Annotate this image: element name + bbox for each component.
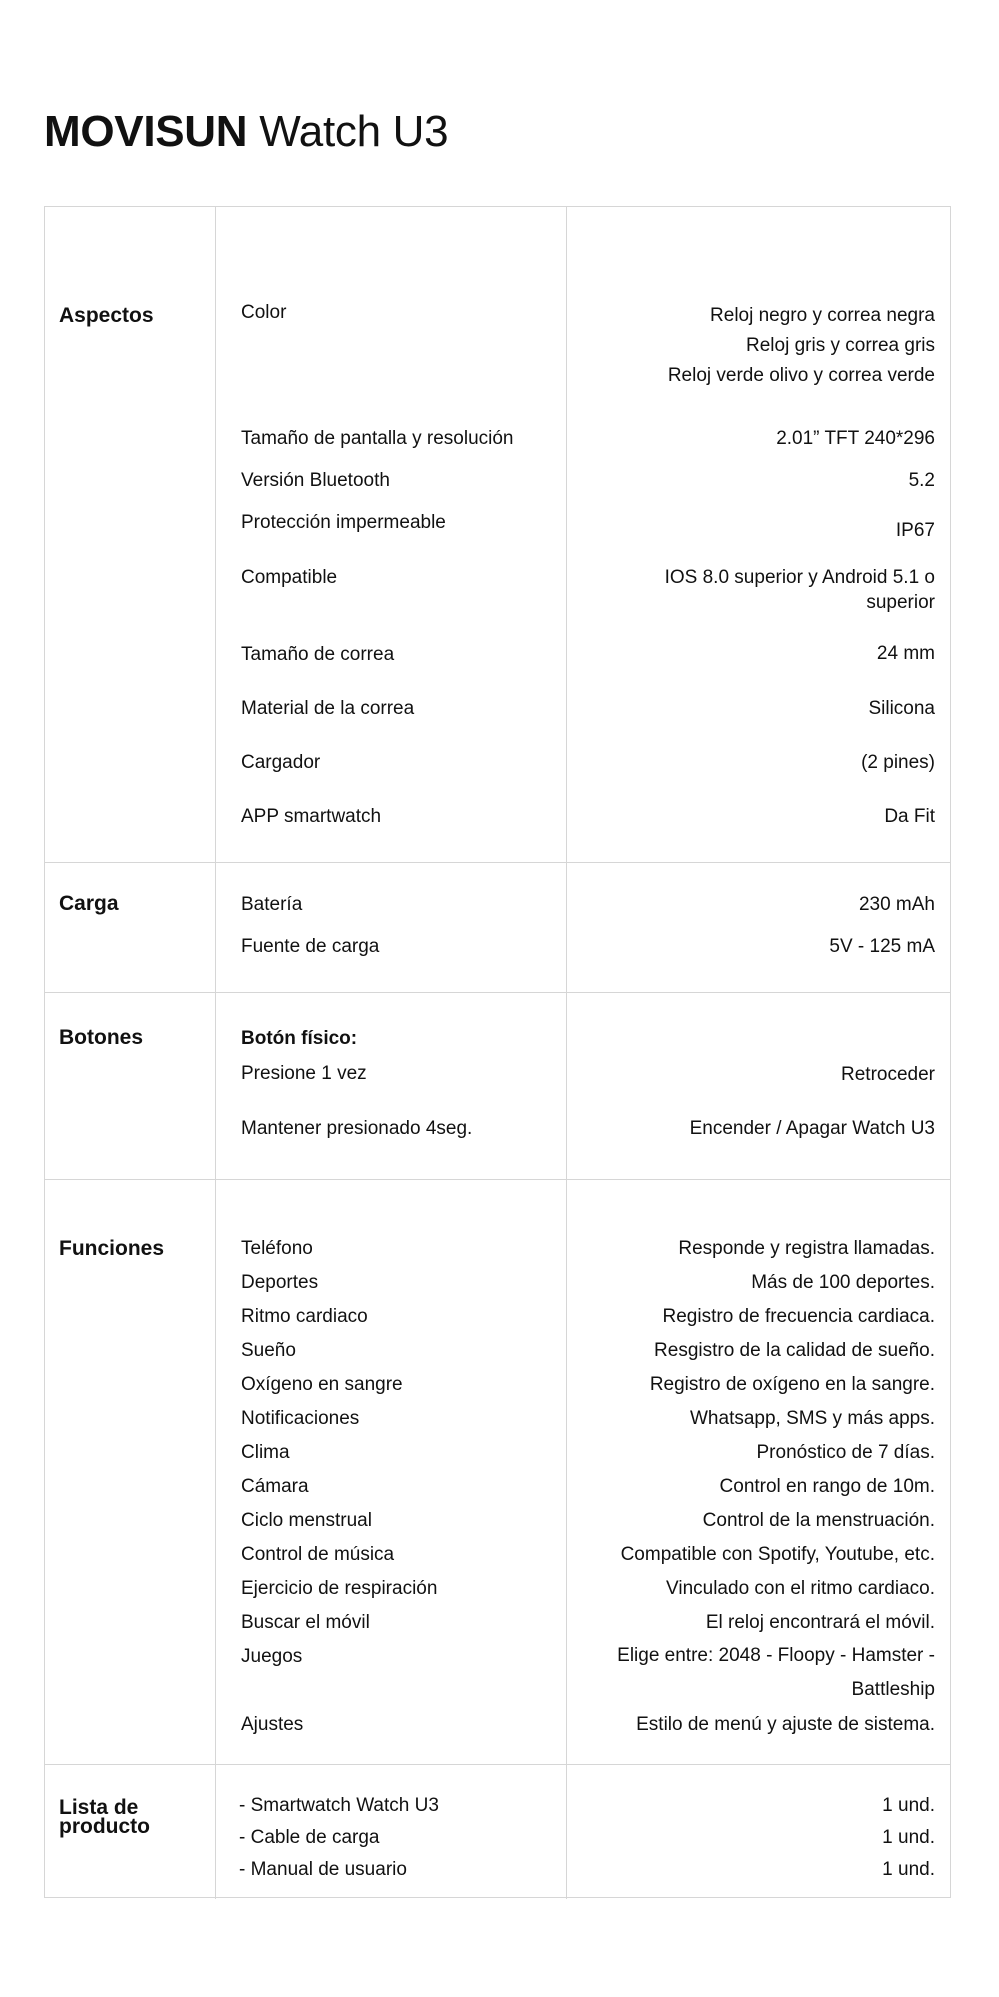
spec-value-line: Reloj verde olivo y correa verde <box>667 365 935 386</box>
spec-value: Estilo de menú y ajuste de sistema. <box>636 1714 935 1735</box>
spec-label: Juegos <box>241 1646 303 1667</box>
spec-label: Ritmo cardiaco <box>241 1306 368 1327</box>
spec-label: Notificaciones <box>241 1408 360 1429</box>
page-title <box>44 104 448 160</box>
brand-name: MOVISUN <box>44 107 248 156</box>
spec-value: (2 pines) <box>861 752 935 773</box>
spec-label: Tamaño de pantalla y resolución <box>241 428 514 449</box>
spec-value: Elige entre: 2048 - Floopy - Hamster - Battleship <box>617 1645 935 1700</box>
spec-value: 2.01” TFT 240*296 <box>776 428 935 449</box>
product-quantity: 1 und. <box>882 1795 935 1816</box>
spec-label: Material de la correa <box>241 698 415 719</box>
spec-label: Mantener presionado 4seg. <box>241 1118 473 1139</box>
section-title: Aspectos <box>59 304 154 327</box>
spec-value: 230 mAh <box>858 894 935 915</box>
spec-label: Buscar el móvil <box>241 1612 370 1633</box>
column-divider <box>215 993 216 1179</box>
spec-table <box>44 206 951 1898</box>
section-aspectos <box>45 207 950 863</box>
spec-value: Silicona <box>868 698 935 719</box>
spec-value: Control en rango de 10m. <box>719 1476 935 1497</box>
section-title: Carga <box>59 892 119 915</box>
spec-value: Más de 100 deportes. <box>751 1272 935 1293</box>
column-divider <box>215 1765 216 1899</box>
spec-label: Deportes <box>241 1272 319 1293</box>
column-divider <box>215 207 216 862</box>
column-divider <box>215 1180 216 1764</box>
product-quantity: 1 und. <box>882 1827 935 1848</box>
spec-label: Clima <box>241 1442 290 1463</box>
spec-value <box>565 301 935 391</box>
spec-label: Ajustes <box>241 1714 304 1735</box>
spec-value: Da Fit <box>884 806 935 827</box>
spec-label: Cargador <box>241 752 321 773</box>
column-divider <box>566 863 567 992</box>
product-item: - Cable de carga <box>239 1827 380 1848</box>
spec-label: Ciclo menstrual <box>241 1510 372 1531</box>
spec-value: Resgistro de la calidad de sueño. <box>654 1340 935 1361</box>
spec-value: Pronóstico de 7 días. <box>756 1442 935 1463</box>
spec-label: Versión Bluetooth <box>241 470 390 491</box>
spec-value-line: Reloj negro y correa negra <box>710 305 935 326</box>
spec-value: Whatsapp, SMS y más apps. <box>690 1408 935 1429</box>
spec-label: Ejercicio de respiración <box>241 1578 438 1599</box>
spec-label: Compatible <box>241 567 338 588</box>
spec-label: APP smartwatch <box>241 806 382 827</box>
spec-label: Batería <box>241 894 303 915</box>
spec-label: Protección impermeable <box>241 512 446 533</box>
section-lista-producto <box>45 1765 950 1899</box>
column-divider <box>215 863 216 992</box>
spec-label: Presione 1 vez <box>241 1063 367 1084</box>
spec-value-line: Reloj gris y correa gris <box>746 335 935 356</box>
spec-label: Tamaño de correa <box>241 644 395 665</box>
section-funciones <box>45 1180 950 1765</box>
spec-subheading: Botón físico: <box>241 1028 358 1049</box>
section-title: Lista de producto <box>59 1796 150 1838</box>
spec-value: El reloj encontrará el móvil. <box>705 1612 935 1633</box>
spec-value: 24 mm <box>876 643 935 664</box>
spec-value: Encender / Apagar Watch U3 <box>689 1118 935 1139</box>
spec-value: Vinculado con el ritmo cardiaco. <box>666 1578 935 1599</box>
spec-value: Registro de frecuencia cardiaca. <box>662 1306 935 1327</box>
spec-label: Fuente de carga <box>241 936 380 957</box>
spec-value: IOS 8.0 superior y Android 5.1 o superior <box>664 567 935 613</box>
product-item: - Smartwatch Watch U3 <box>239 1795 439 1816</box>
spec-label: Color <box>241 302 287 323</box>
spec-value: Responde y registra llamadas. <box>678 1238 935 1259</box>
model-name: Watch U3 <box>259 107 449 156</box>
spec-value: 5.2 <box>908 470 935 491</box>
section-title: Botones <box>59 1026 143 1049</box>
product-quantity: 1 und. <box>882 1859 935 1880</box>
spec-value: IP67 <box>895 520 935 541</box>
spec-value: 5V - 125 mA <box>829 936 935 957</box>
spec-label: Control de música <box>241 1544 395 1565</box>
spec-label: Teléfono <box>241 1238 313 1259</box>
spec-label: Cámara <box>241 1476 309 1497</box>
section-carga <box>45 863 950 993</box>
product-item: - Manual de usuario <box>239 1859 407 1880</box>
section-title: Funciones <box>59 1237 165 1260</box>
spec-value: Control de la menstruación. <box>702 1510 935 1531</box>
spec-value: Retroceder <box>841 1064 935 1085</box>
section-botones <box>45 993 950 1180</box>
spec-label: Oxígeno en sangre <box>241 1374 403 1395</box>
spec-value: Compatible con Spotify, Youtube, etc. <box>620 1544 935 1565</box>
spec-label: Sueño <box>241 1340 296 1361</box>
spec-value: Registro de oxígeno en la sangre. <box>649 1374 935 1395</box>
